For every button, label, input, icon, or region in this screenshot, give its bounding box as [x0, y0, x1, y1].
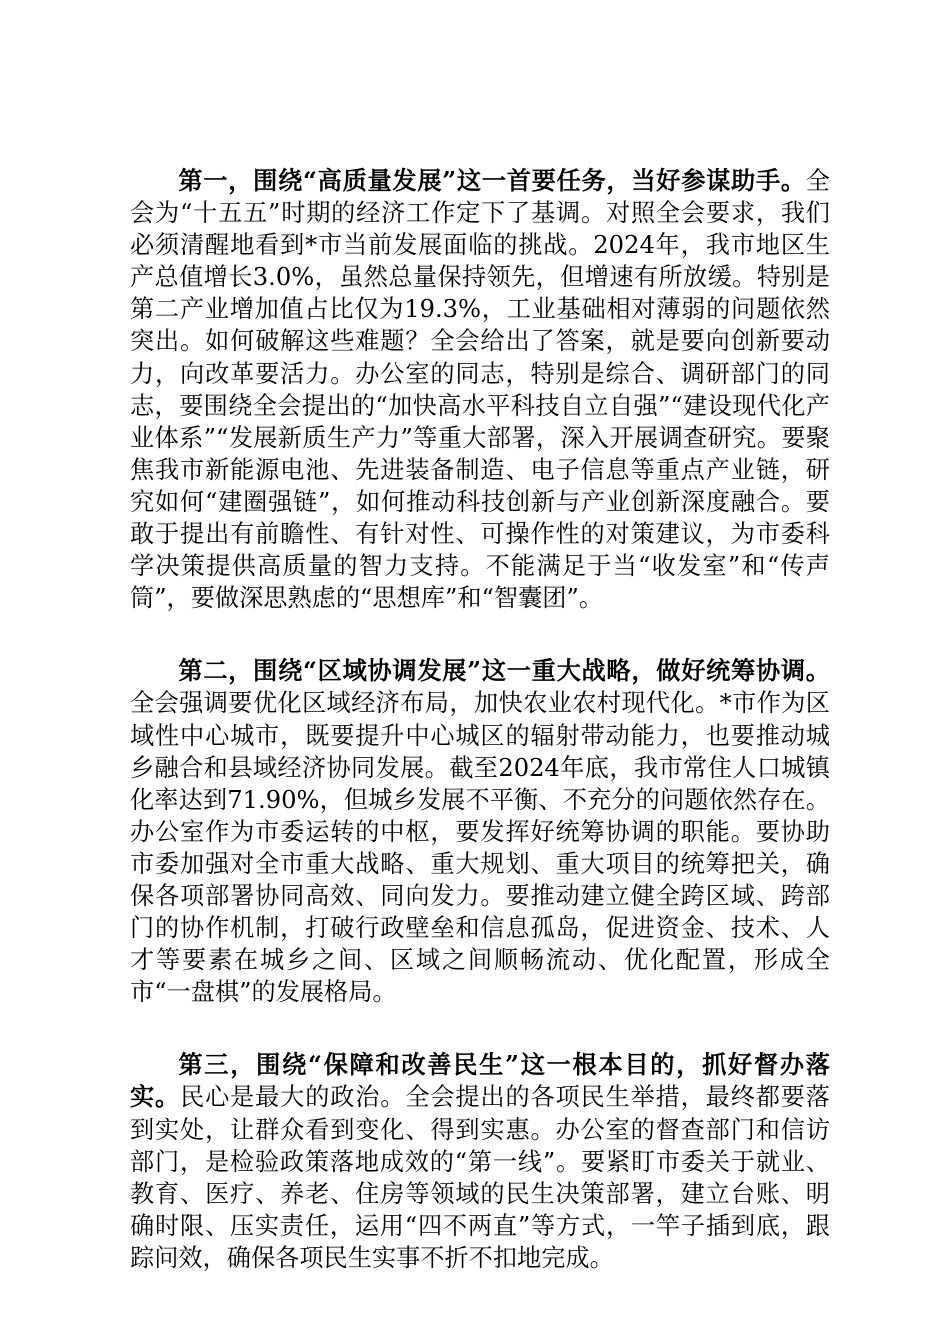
paragraph-3	[130, 1049, 830, 1274]
paragraph-2-heading: 第二，围绕“区域协调发展”这一重大战略，做好统筹协调。	[178, 656, 830, 686]
paragraph-1-body: 全会为“十五五”时期的经济工作定下了基调。对照全会要求，我们必须清醒地看到*市当前发展面临的挑战。2024年，我市地区生产总值增长3.0%，虽然总量保持领先，但增速有所放缓。特别是第二产业增加值占比仅为19.3%，工业基础相对薄弱的问题依然突出。如何破解这些难题？全会给出了答案，就是要向创新要动力，向改革要活力。办公室的同志，特别是综合、调研部门的同志，要围绕全会提出的“加快高水平科技自立自强”“建设现代化产业体系”“发展新质生产力”等重大部署，深入开展调查研究。要聚焦我市新能源电池、先进装备制造、电子信息等重点产业链，研究如何“建圈强链”，如何推动科技创新与产业创新深度融合。要敢于提出有前瞻性、有针对性、可操作性的对策建议，为市委科学决策提供高质量的智力支持。不能满足于当“收发室”和“传声筒”，要做深思熟虑的“思想库”和“智囊团”。	[130, 167, 830, 613]
paragraph-3-body: 民心是最大的政治。全会提出的各项民生举措，最终都要落到实处，让群众看到变化、得到实惠。办公室的督查部门和信访部门，是检验政策落地成效的“第一线”。要紧盯市委关于就业、教育、医疗、养老、住房等领域的民生决策部署，建立台账、明确时限、压实责任，运用“四不两直”等方式，一竿子插到底，跟踪问效，确保各项民生实事不折不扣地完成。	[130, 1083, 830, 1272]
paragraph-1	[130, 165, 830, 614]
paragraph-3-heading: 第三，围绕“保障和改善民生”这一根本目的，抓好督办落实。	[130, 1050, 830, 1112]
paragraph-2	[130, 655, 830, 1008]
paragraph-2-body: 全会强调要优化区域经济布局，加快农业农村现代化。*市作为区域性中心城市，既要提升中心城区的辐射带动能力，也要推动城乡融合和县域经济协同发展。截至2024年底，我市常住人口城镇化率达到71.90%，但城乡发展不平衡、不充分的问题依然存在。办公室作为市委运转的中枢，要发挥好统筹协调的职能。要协助市委加强对全市重大战略、重大规划、重大项目的统筹把关，确保各项部署协同高效、同向发力。要推动建立健全跨区域、跨部门的协作机制，打破行政壁垒和信息孤岛，促进资金、技术、人才等要素在城乡之间、区域之间顺畅流动、优化配置，形成全市“一盘棋”的发展格局。	[130, 689, 830, 1007]
document-page	[130, 165, 830, 1274]
paragraph-1-heading: 第一，围绕“高质量发展”这一首要任务，当好参谋助手。	[178, 166, 806, 195]
